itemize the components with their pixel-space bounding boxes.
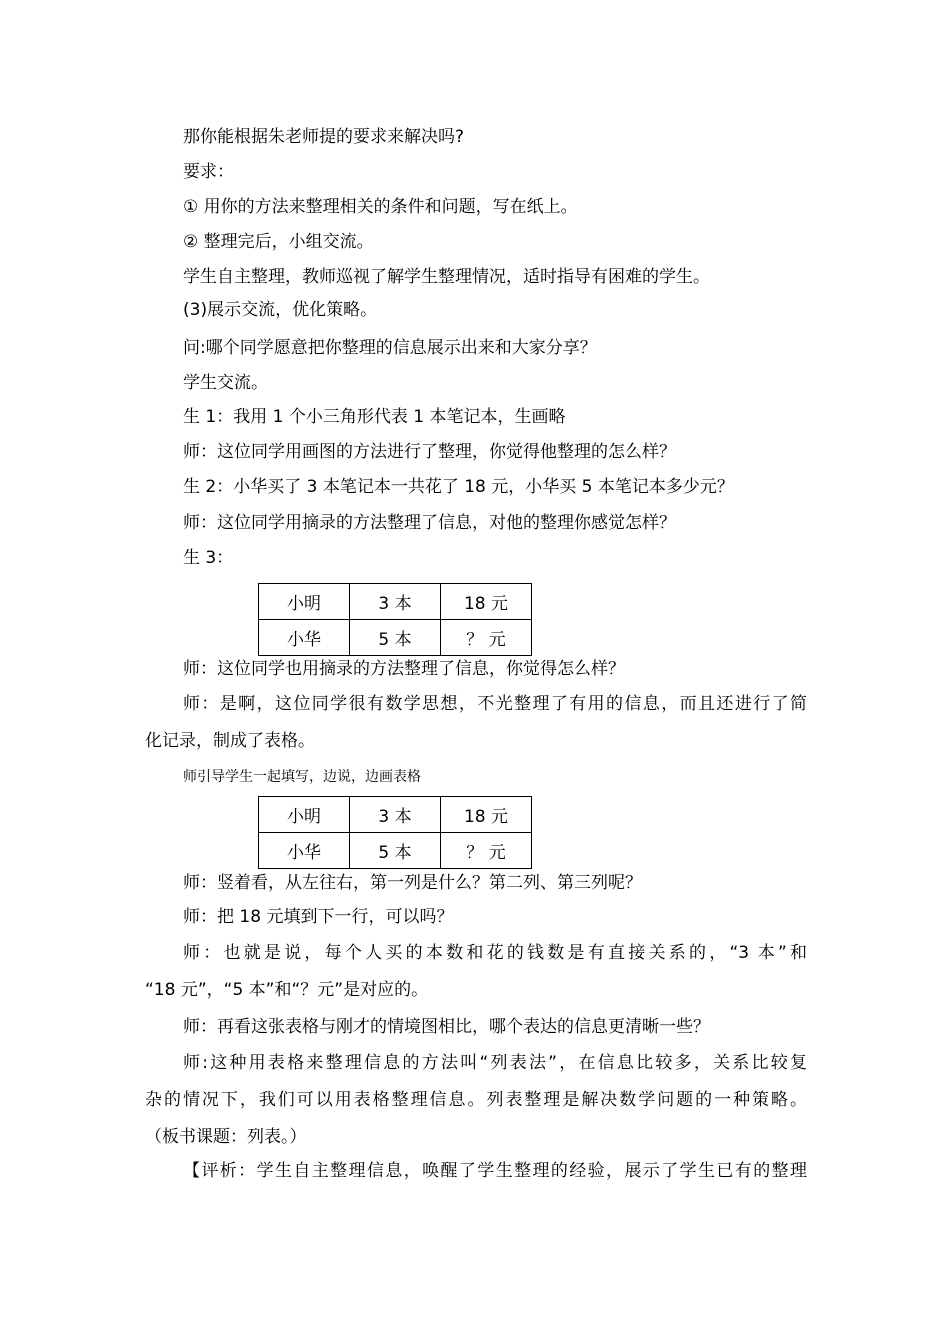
text-line: 师：再看这张表格与刚才的情境图相比，哪个表达的信息更清晰一些？ xyxy=(183,1017,710,1037)
table-cell: 5 本 xyxy=(350,620,441,656)
table-cell: ？ 元 xyxy=(441,833,532,869)
text-line: 师：把 18 元填到下一行，可以吗？ xyxy=(183,907,454,927)
table-cell: 5 本 xyxy=(350,833,441,869)
text-line: 那你能根据朱老师提的要求来解决吗? xyxy=(183,127,465,147)
table-cell: 小华 xyxy=(259,833,350,869)
table-cell: 18 元 xyxy=(441,584,532,620)
table-cell: ？ 元 xyxy=(441,620,532,656)
table-row xyxy=(259,833,532,869)
text-line: 师：是啊，这位同学很有数学思想，不光整理了有用的信息，而且还进行了简 xyxy=(183,694,807,714)
table-row xyxy=(259,584,532,620)
text-line: 化记录，制成了表格。 xyxy=(145,731,315,751)
text-line: 师：这位同学用摘录的方法整理了信息，对他的整理你感觉怎样？ xyxy=(183,513,676,533)
table-cell: 小华 xyxy=(259,620,350,656)
text-line: 师：竖着看，从左往右，第一列是什么？第二列、第三列呢？ xyxy=(183,873,642,893)
text-line: 学生交流。 xyxy=(183,373,268,393)
info-table-2 xyxy=(258,796,532,869)
table-row xyxy=(259,620,532,656)
text-line: ② 整理完后，小组交流。 xyxy=(183,232,374,252)
table-cell: 小明 xyxy=(259,584,350,620)
table-cell: 3 本 xyxy=(350,584,441,620)
text-line: （板书课题：列表。） xyxy=(145,1127,307,1147)
text-line: 生 3： xyxy=(183,548,234,568)
text-line: “18 元”，“5 本”和“？元”是对应的。 xyxy=(145,980,429,1000)
table-cell: 3 本 xyxy=(350,797,441,833)
text-line: 学生自主整理，教师巡视了解学生整理情况，适时指导有困难的学生。 xyxy=(183,267,710,287)
text-line: 要求： xyxy=(183,162,234,182)
text-line: 师引导学生一起填写，边说，边画表格 xyxy=(183,769,421,785)
text-line: 生 1：我用 1 个小三角形代表 1 本笔记本，生画略 xyxy=(183,407,566,427)
text-line: (3)展示交流，优化策略。 xyxy=(183,300,378,320)
text-line: 【评析：学生自主整理信息，唤醒了学生整理的经验，展示了学生已有的整理 xyxy=(183,1161,807,1181)
text-line: 问:哪个同学愿意把你整理的信息展示出来和大家分享？ xyxy=(183,338,597,358)
text-line: ① 用你的方法来整理相关的条件和问题，写在纸上。 xyxy=(183,197,578,217)
text-line: 师：这位同学也用摘录的方法整理了信息，你觉得怎么样？ xyxy=(183,659,625,679)
table-row xyxy=(259,797,532,833)
text-line: 师:这种用表格来整理信息的方法叫“列表法”，在信息比较多，关系比较复 xyxy=(183,1053,807,1073)
text-line: 杂的情况下，我们可以用表格整理信息。列表整理是解决数学问题的一种策略。 xyxy=(145,1090,807,1110)
text-line: 师：也就是说，每个人买的本数和花的钱数是有直接关系的，“3 本”和 xyxy=(183,943,807,963)
info-table-1 xyxy=(258,583,532,656)
table-cell: 18 元 xyxy=(441,797,532,833)
text-line: 师：这位同学用画图的方法进行了整理，你觉得他整理的怎么样？ xyxy=(183,442,676,462)
text-line: 生 2：小华买了 3 本笔记本一共花了 18 元，小华买 5 本笔记本多少元？ xyxy=(183,477,734,497)
table-cell: 小明 xyxy=(259,797,350,833)
